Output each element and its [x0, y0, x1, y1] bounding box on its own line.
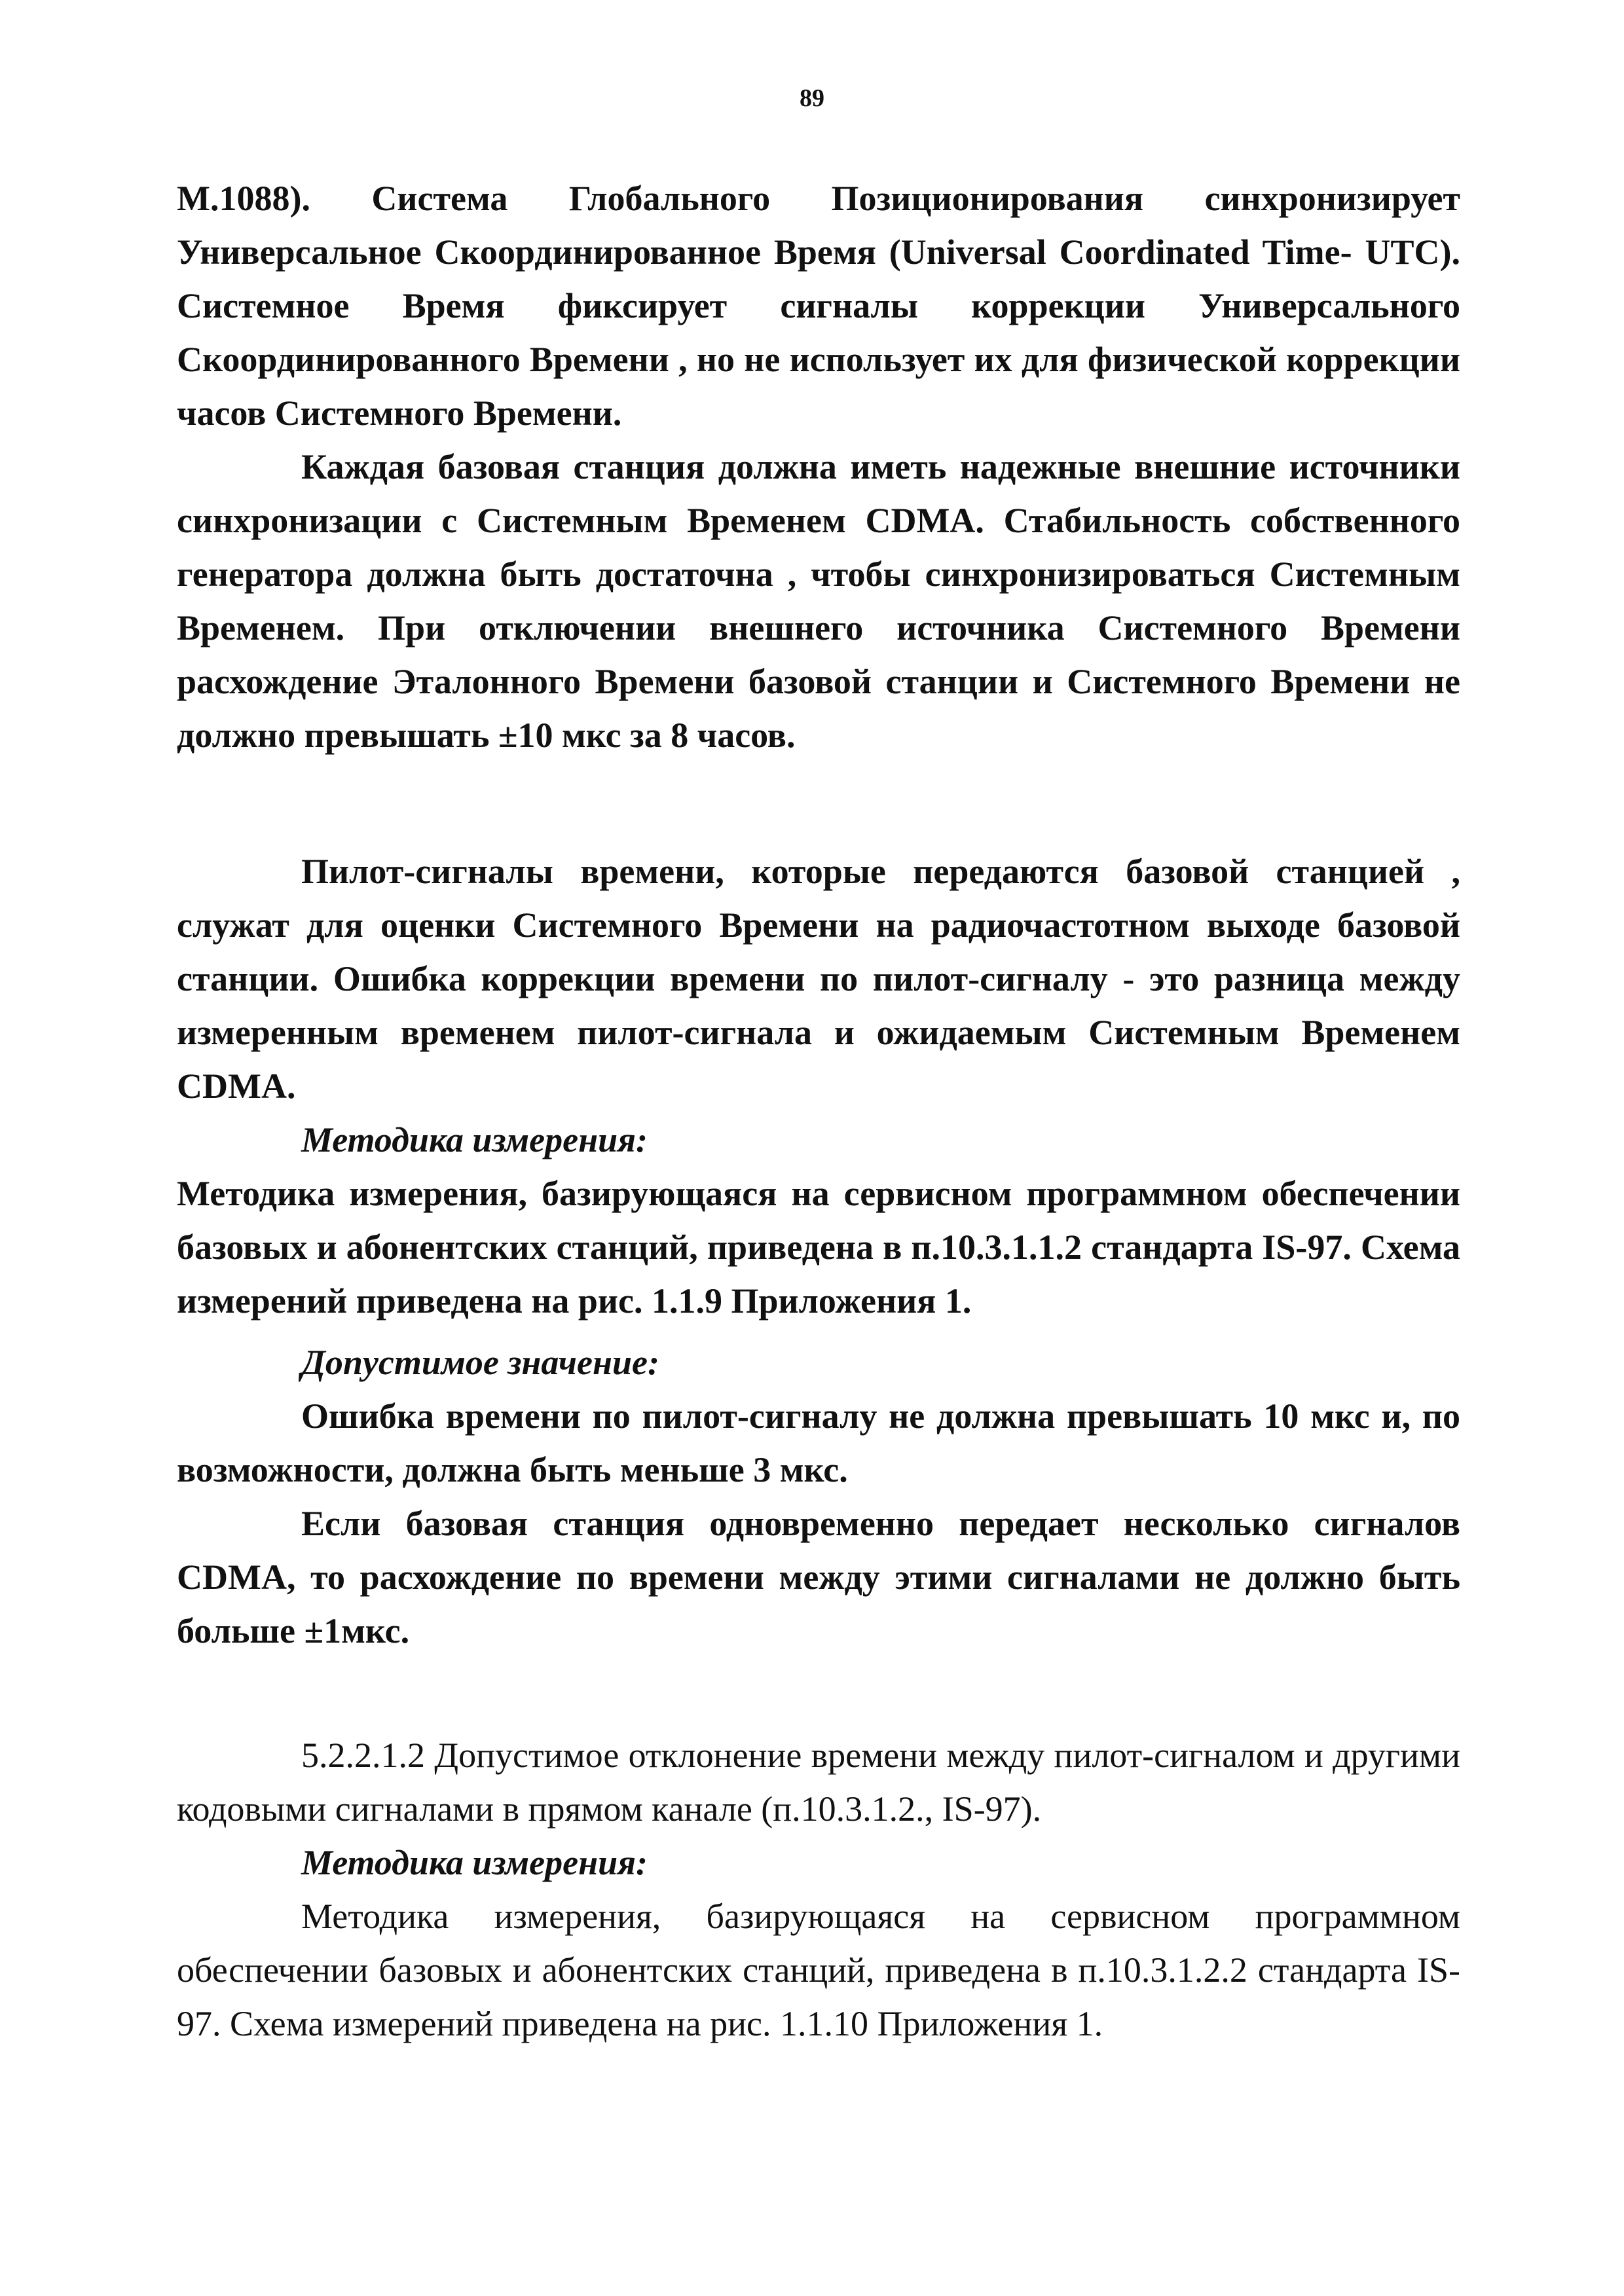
paragraph-pilot-signals: Пилот-сигналы времени, которые передаются базовой станцией , служат для оценки Системного Времени на радиочастотном выходе базовой станции. Ошибка коррекции времени по пилот-сигналу - это разница между измеренным временем пилот-сигнала и ожидаемым Системным Временем CDMA.	[177, 852, 1460, 1106]
section-allowed-value	[177, 1336, 1460, 1658]
paragraph-multi-signal-limit: Если базовая станция одновременно передает несколько сигналов CDMA, то расхождение по времени между этими сигналами не должно быть больше ±1мкс.	[177, 1504, 1460, 1650]
method-heading: Методика измерения:	[301, 1120, 648, 1159]
section-utc-sync	[177, 172, 1460, 762]
page-number: 89	[800, 84, 824, 112]
allowed-value-heading: Допустимое значение:	[301, 1343, 659, 1382]
paragraph-pilot-error-limit: Ошибка времени по пилот-сигналу не должна превышать 10 мкс и, по возможности, должна быть меньше 3 мкс.	[177, 1396, 1460, 1489]
paragraph-method: Методика измерения, базирующаяся на сервисном программном обеспечении базовых и абонентских станций, приведена в п.10.3.1.1.2 стандарта IS-97. Схема измерений приведена на рис. 1.1.9 Приложения 1.	[177, 1174, 1460, 1321]
method-heading-2: Методика измерения:	[301, 1843, 648, 1882]
paragraph-utc-sync: М.1088). Система Глобального Позиционирования синхронизирует Универсальное Скоординированное Время (Universal Coordinated Time- UTC). Системное Время фиксирует сигналы коррекции Универсального Скоординированного Времени , но не использует их для физической коррекции часов Системного Времени.	[177, 179, 1460, 433]
paragraph-method-2: Методика измерения, базирующаяся на сервисном программном обеспечении базовых и абонентских станций, приведена в п.10.3.1.2.2 стандарта IS-97. Схема измерений приведена на рис. 1.1.10 Приложения 1.	[177, 1897, 1460, 2043]
paragraph-section-5-2-2-1-2: 5.2.2.1.2 Допустимое отклонение времени между пилот-сигналом и другими кодовыми сигналами в прямом канале (п.10.3.1.2., IS-97).	[177, 1736, 1460, 1829]
paragraph-base-station-sync: Каждая базовая станция должна иметь надежные внешние источники синхронизации с Системным Временем CDMA. Стабильность собственного генератора должна быть достаточна , чтобы синхронизироваться Системным Временем. При отключении внешнего источника Системного Времени расхождение Эталонного Времени базовой станции и Системного Времени не должно превышать ±10 мкс за 8 часов.	[177, 447, 1460, 755]
section-pilot-signals	[177, 845, 1460, 1328]
section-5-2-2-1-2	[177, 1728, 1460, 2050]
